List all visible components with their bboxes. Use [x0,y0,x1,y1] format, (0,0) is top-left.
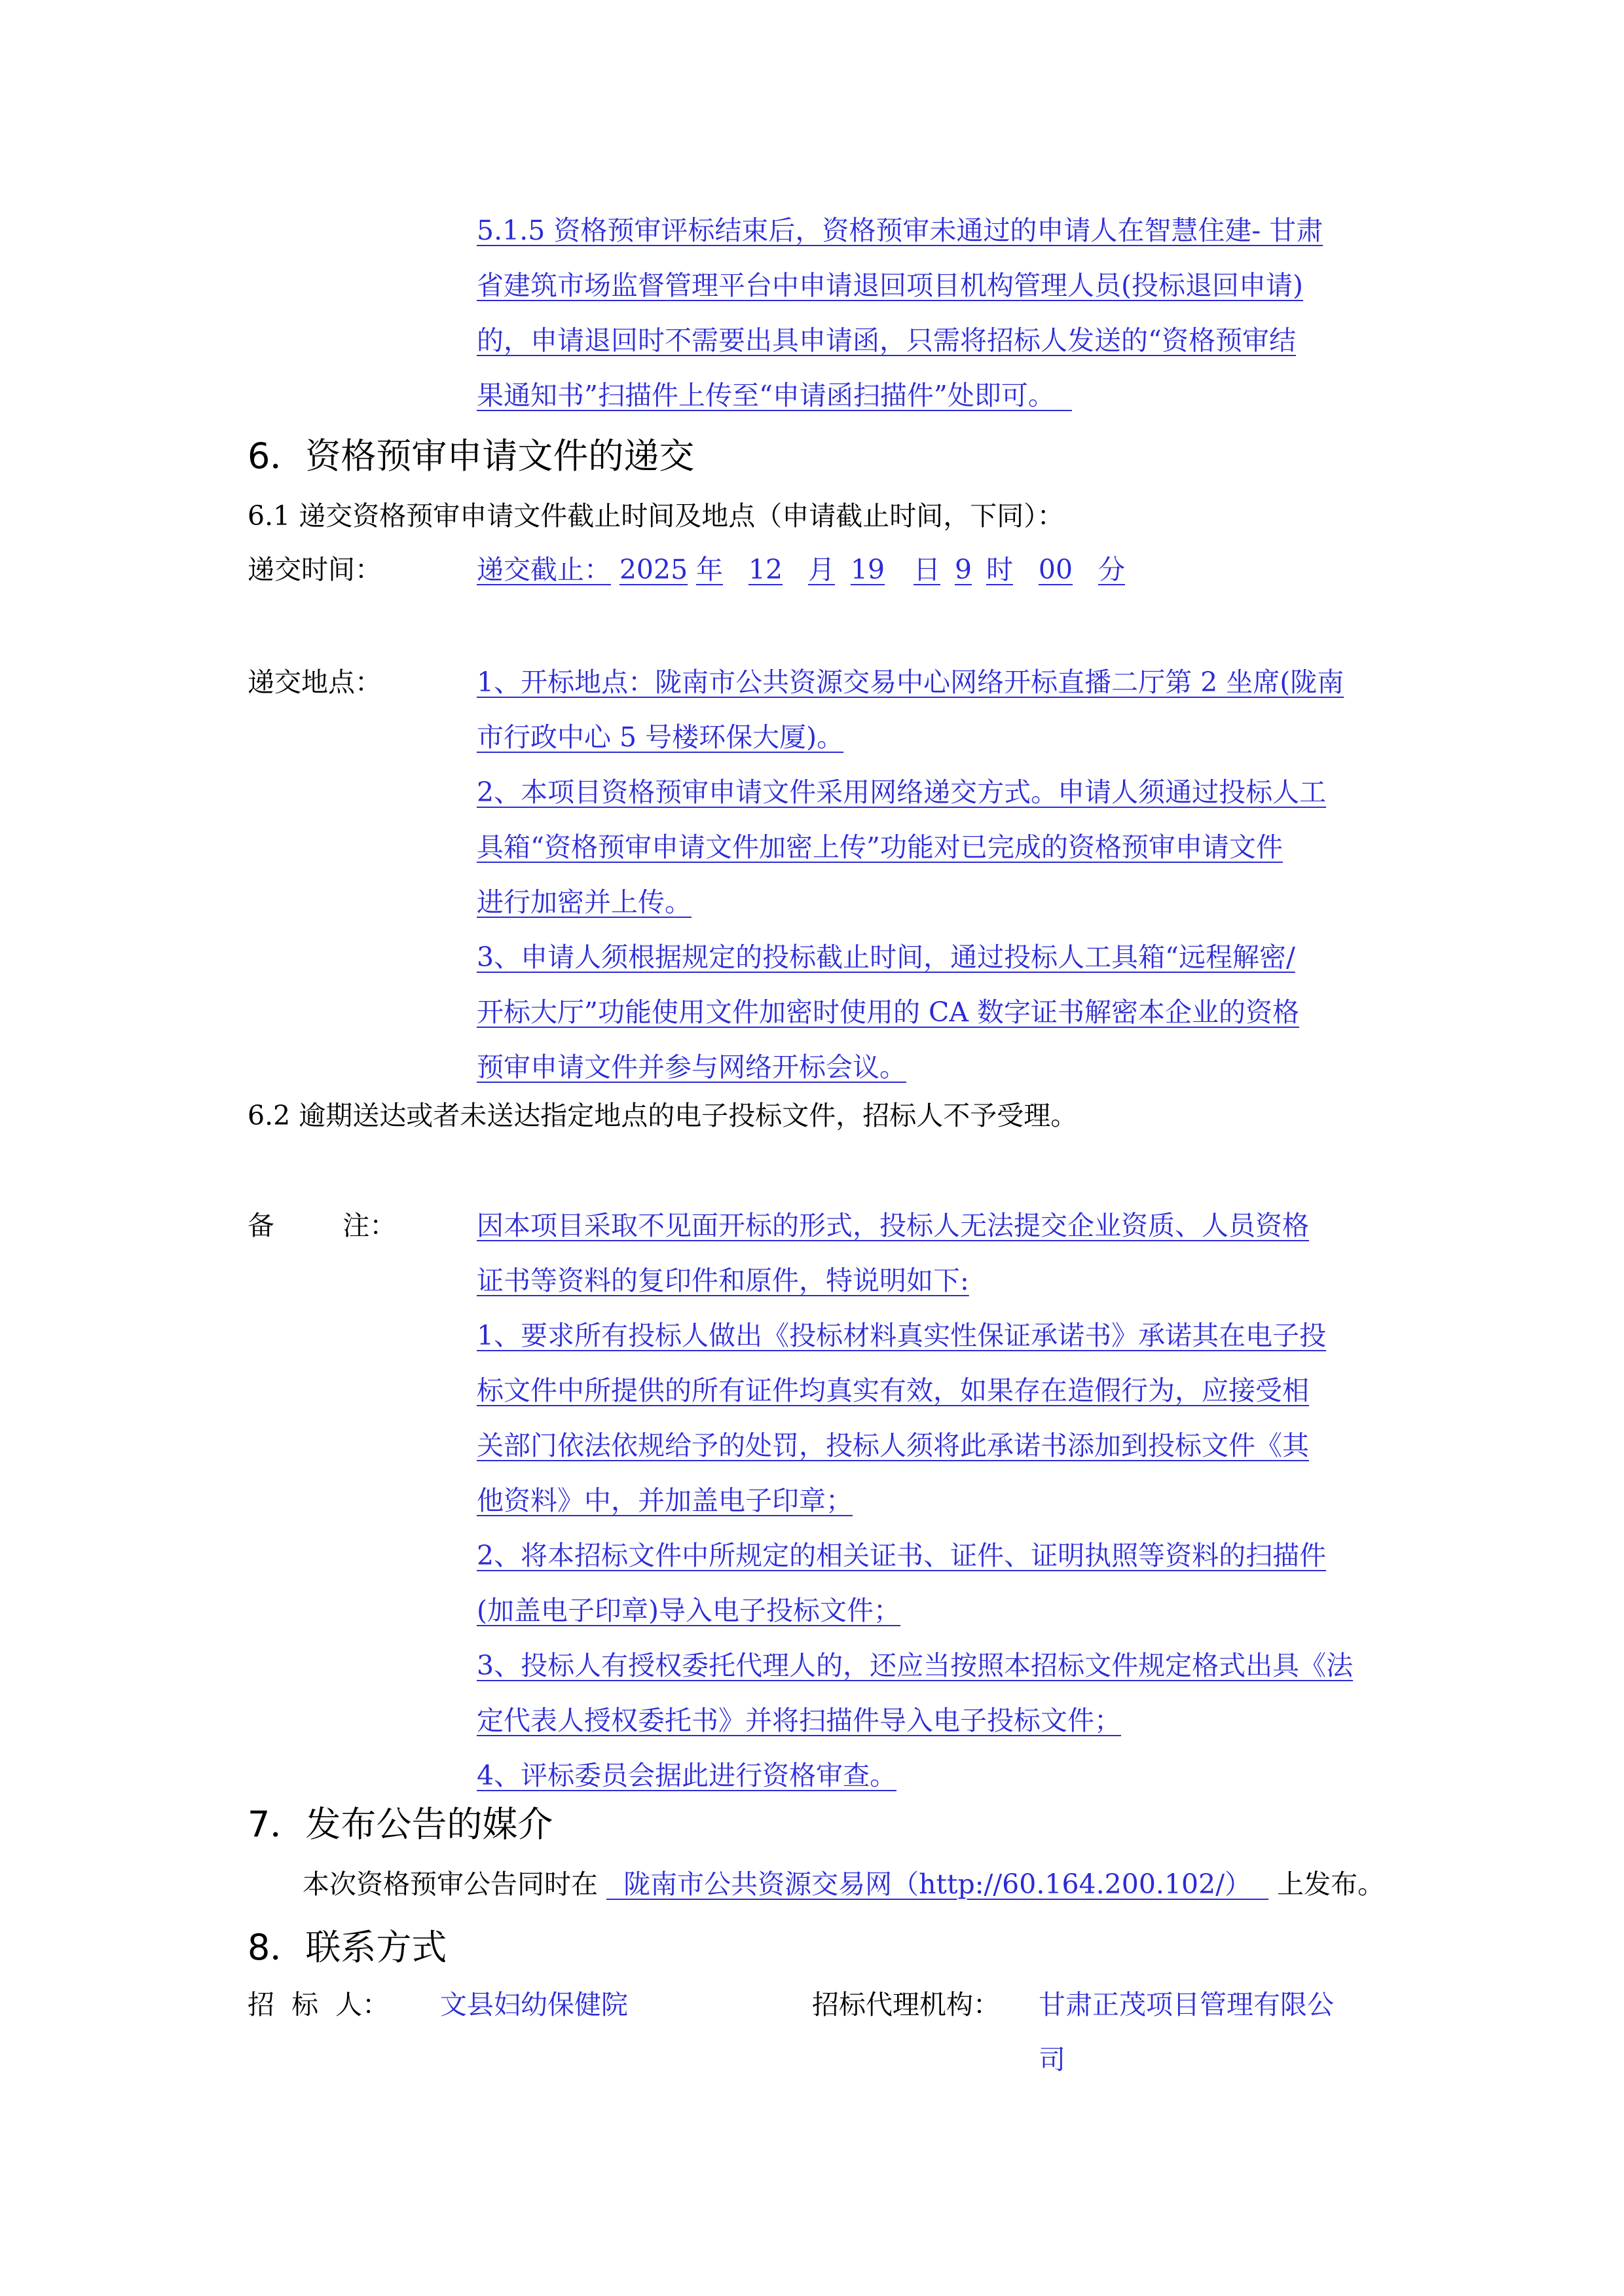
submit-place [477,655,1344,1095]
remark-label: 备 注： [248,1210,397,1241]
media-prefix: 本次资格预审公告同时在 [303,1868,598,1900]
section-7-heading: 7．发布公告的媒介 [248,1804,553,1845]
deadline-hour-unit: 时 [986,554,1013,585]
para-6-1: 6.1 递交资格预审申请文件截止时间及地点（申请截止时间，下同）： [248,500,1064,532]
place-line-4: 具箱“资格预审申请文件加密上传”功能对已完成的资格预审申请文件 [477,831,1283,863]
remark-line-1: 因本项目采取不见面开标的形式，投标人无法提交企业资质、人员资格 [477,1210,1309,1241]
remark-line-11: 4、评标委员会据此进行资格审查。 [477,1760,897,1791]
place-line-2: 市行政中心 5 号楼环保大厦)。 [477,721,844,753]
agency-line-1: 甘肃正茂项目管理有限公 [1039,1989,1334,2020]
remark-line-7: 2、将本招标文件中所规定的相关证书、证件、证明执照等资料的扫描件 [477,1540,1327,1571]
deadline-year-unit: 年 [696,554,723,585]
submit-deadline [477,542,1125,597]
deadline-month-unit: 月 [808,554,835,585]
place-line-1: 1、开标地点：陇南市公共资源交易中心网络开标直播二厅第 2 坐席(陇南 [477,666,1344,698]
remark-line-5: 关部门依法依规给予的处罚，投标人须将此承诺书添加到投标文件《其 [477,1430,1309,1461]
deadline-day: 19 [850,554,885,585]
para-6-2: 6.2 逾期送达或者未送达指定地点的电子投标文件，招标人不予受理。 [248,1100,1078,1131]
deadline-prefix: 递交截止： [477,554,611,585]
remark-line-9: 3、投标人有授权委托代理人的，还应当按照本招标文件规定格式出具《法 [477,1650,1354,1681]
place-line-8: 预审申请文件并参与网络开标会议。 [477,1051,906,1083]
remark-line-3: 1、要求所有投标人做出《投标材料真实性保证承诺书》承诺其在电子投 [477,1320,1327,1351]
s515-line-2: 省建筑市场监督管理平台中申请退回项目机构管理人员(投标退回申请) [477,270,1303,301]
place-line-7: 开标大厅”功能使用文件加密时使用的 CA 数字证书解密本企业的资格 [477,996,1300,1028]
section-6-heading: 6．资格预审申请文件的递交 [248,435,695,477]
remark-line-2: 证书等资料的复印件和原件，特说明如下: [477,1265,969,1296]
submit-place-label: 递交地点： [248,666,382,698]
deadline-minute: 00 [1038,554,1073,585]
submit-time-label: 递交时间： [248,554,382,585]
deadline-hour: 9 [954,554,972,585]
tenderer-label: 招 标 人： [248,1989,390,2020]
remark-line-10: 定代表人授权委托书》并将扫描件导入电子投标文件； [477,1705,1121,1736]
remark-line-6: 他资料》中，并加盖电子印章； [477,1485,853,1516]
deadline-day-unit: 日 [913,554,940,585]
s515-line-1: 5.1.5 资格预审评标结束后，资格预审未通过的申请人在智慧住建- 甘肃 [477,215,1323,246]
media-link[interactable]: 陇南市公共资源交易网（http://60.164.200.102/） [623,1868,1252,1900]
s515-line-3: 的，申请退回时不需要出具申请函，只需将招标人发送的“资格预审结 [477,325,1296,356]
remark-line-4: 标文件中所提供的所有证件均真实有效，如果存在造假行为，应接受相 [477,1375,1309,1406]
section-8-heading: 8．联系方式 [248,1927,447,1968]
deadline-minute-unit: 分 [1098,554,1125,585]
place-line-3: 2、本项目资格预审申请文件采用网络递交方式。申请人须通过投标人工 [477,776,1327,808]
remark-block [477,1198,1353,1803]
tenderer-value: 文县妇幼保健院 [440,1989,628,2020]
agency-line-2: 司 [1039,2044,1065,2075]
deadline-year: 2025 [619,554,688,585]
deadline-month: 12 [748,554,783,585]
agency-label: 招标代理机构： [812,1989,1000,2020]
media-paragraph [303,1857,1384,1912]
s515-line-4: 果通知书”扫描件上传至“申请函扫描件”处即可。 [477,380,1055,411]
place-line-5: 进行加密并上传。 [477,886,692,918]
media-suffix: 上发布。 [1277,1868,1385,1900]
remark-line-8: (加盖电子印章)导入电子投标文件； [477,1595,900,1626]
section-5-1-5 [477,203,1323,423]
place-line-6: 3、申请人须根据规定的投标截止时间，通过投标人工具箱“远程解密/ [477,941,1295,973]
agency-value [1039,1977,1334,2087]
